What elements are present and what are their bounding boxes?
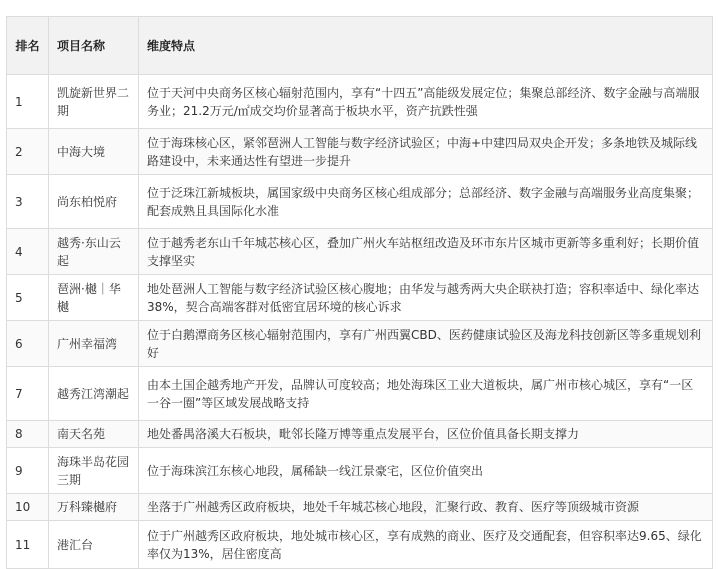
table-row	[7, 367, 713, 421]
header-features: 维度特点	[139, 17, 713, 75]
features-cell: 位于天河中央商务区核心辐射范围内，享有“十四五”高能级发展定位；集聚总部经济、数字金融与高端服务业；21.2万元/㎡成交均价显著高于板块水平，资产抗跌性强	[139, 75, 713, 129]
rank-cell: 1	[7, 75, 49, 129]
header-project-name: 项目名称	[49, 17, 139, 75]
rank-cell: 7	[7, 367, 49, 421]
project-name-cell: 尚东柏悦府	[49, 175, 139, 229]
features-cell: 地处番禺洛溪大石板块，毗邻长隆万博等重点发展平台，区位价值具备长期支撑力	[139, 421, 713, 448]
rank-cell: 10	[7, 494, 49, 521]
table-body	[7, 75, 713, 569]
project-name-cell: 广州幸福湾	[49, 321, 139, 367]
rank-cell: 3	[7, 175, 49, 229]
table-row	[7, 175, 713, 229]
table-row	[7, 521, 713, 569]
project-name-cell: 海珠半岛花园三期	[49, 448, 139, 494]
project-name-cell: 越秀·东山云起	[49, 229, 139, 275]
project-name-cell: 中海大境	[49, 129, 139, 175]
table-row	[7, 229, 713, 275]
table-row	[7, 129, 713, 175]
table-row	[7, 494, 713, 521]
rank-cell: 11	[7, 521, 49, 569]
table-row	[7, 448, 713, 494]
header-row	[7, 17, 713, 75]
project-name-cell: 凯旋新世界二期	[49, 75, 139, 129]
table-row	[7, 75, 713, 129]
features-cell: 位于海珠核心区，紧邻琶洲人工智能与数字经济试验区；中海+中建四局双央企开发；多条地铁及城际线路建设中，未来通达性有望进一步提升	[139, 129, 713, 175]
features-cell: 位于越秀老东山千年城芯核心区，叠加广州火车站枢纽改造及环市东片区城市更新等多重利好；长期价值支撑坚实	[139, 229, 713, 275]
project-name-cell: 港汇台	[49, 521, 139, 569]
project-ranking-table	[6, 16, 713, 569]
header-rank: 排名	[7, 17, 49, 75]
rank-cell: 2	[7, 129, 49, 175]
rank-cell: 6	[7, 321, 49, 367]
table-row	[7, 321, 713, 367]
project-name-cell: 琶洲·樾｜华樾	[49, 275, 139, 321]
rank-cell: 5	[7, 275, 49, 321]
features-cell: 位于白鹅潭商务区核心辐射范围内，享有广州西翼CBD、医药健康试验区及海龙科技创新区等多重规划利好	[139, 321, 713, 367]
features-cell: 位于广州越秀区政府板块，地处城市核心区，享有成熟的商业、医疗及交通配套，但容积率达9.65、绿化率仅为13%，居住密度高	[139, 521, 713, 569]
features-cell: 位于海珠滨江东核心地段，属稀缺一线江景豪宅，区位价值突出	[139, 448, 713, 494]
rank-cell: 9	[7, 448, 49, 494]
features-cell: 坐落于广州越秀区政府板块，地处千年城芯核心地段，汇聚行政、教育、医疗等顶级城市资源	[139, 494, 713, 521]
project-name-cell: 南天名苑	[49, 421, 139, 448]
features-cell: 位于泛珠江新城板块，属国家级中央商务区核心组成部分；总部经济、数字金融与高端服务业高度集聚；配套成熟且具国际化水准	[139, 175, 713, 229]
table-row	[7, 421, 713, 448]
table-header	[7, 17, 713, 75]
table-row	[7, 275, 713, 321]
rank-cell: 4	[7, 229, 49, 275]
rank-cell: 8	[7, 421, 49, 448]
project-name-cell: 万科臻樾府	[49, 494, 139, 521]
features-cell: 地处琶洲人工智能与数字经济试验区核心腹地；由华发与越秀两大央企联袂打造；容积率适中、绿化率达38%，契合高端客群对低密宜居环境的核心诉求	[139, 275, 713, 321]
project-name-cell: 越秀江湾潮起	[49, 367, 139, 421]
features-cell: 由本土国企越秀地产开发，品牌认可度较高；地处海珠区工业大道板块，属广州市核心城区，享有“一区一谷一圈”等区域发展战略支持	[139, 367, 713, 421]
